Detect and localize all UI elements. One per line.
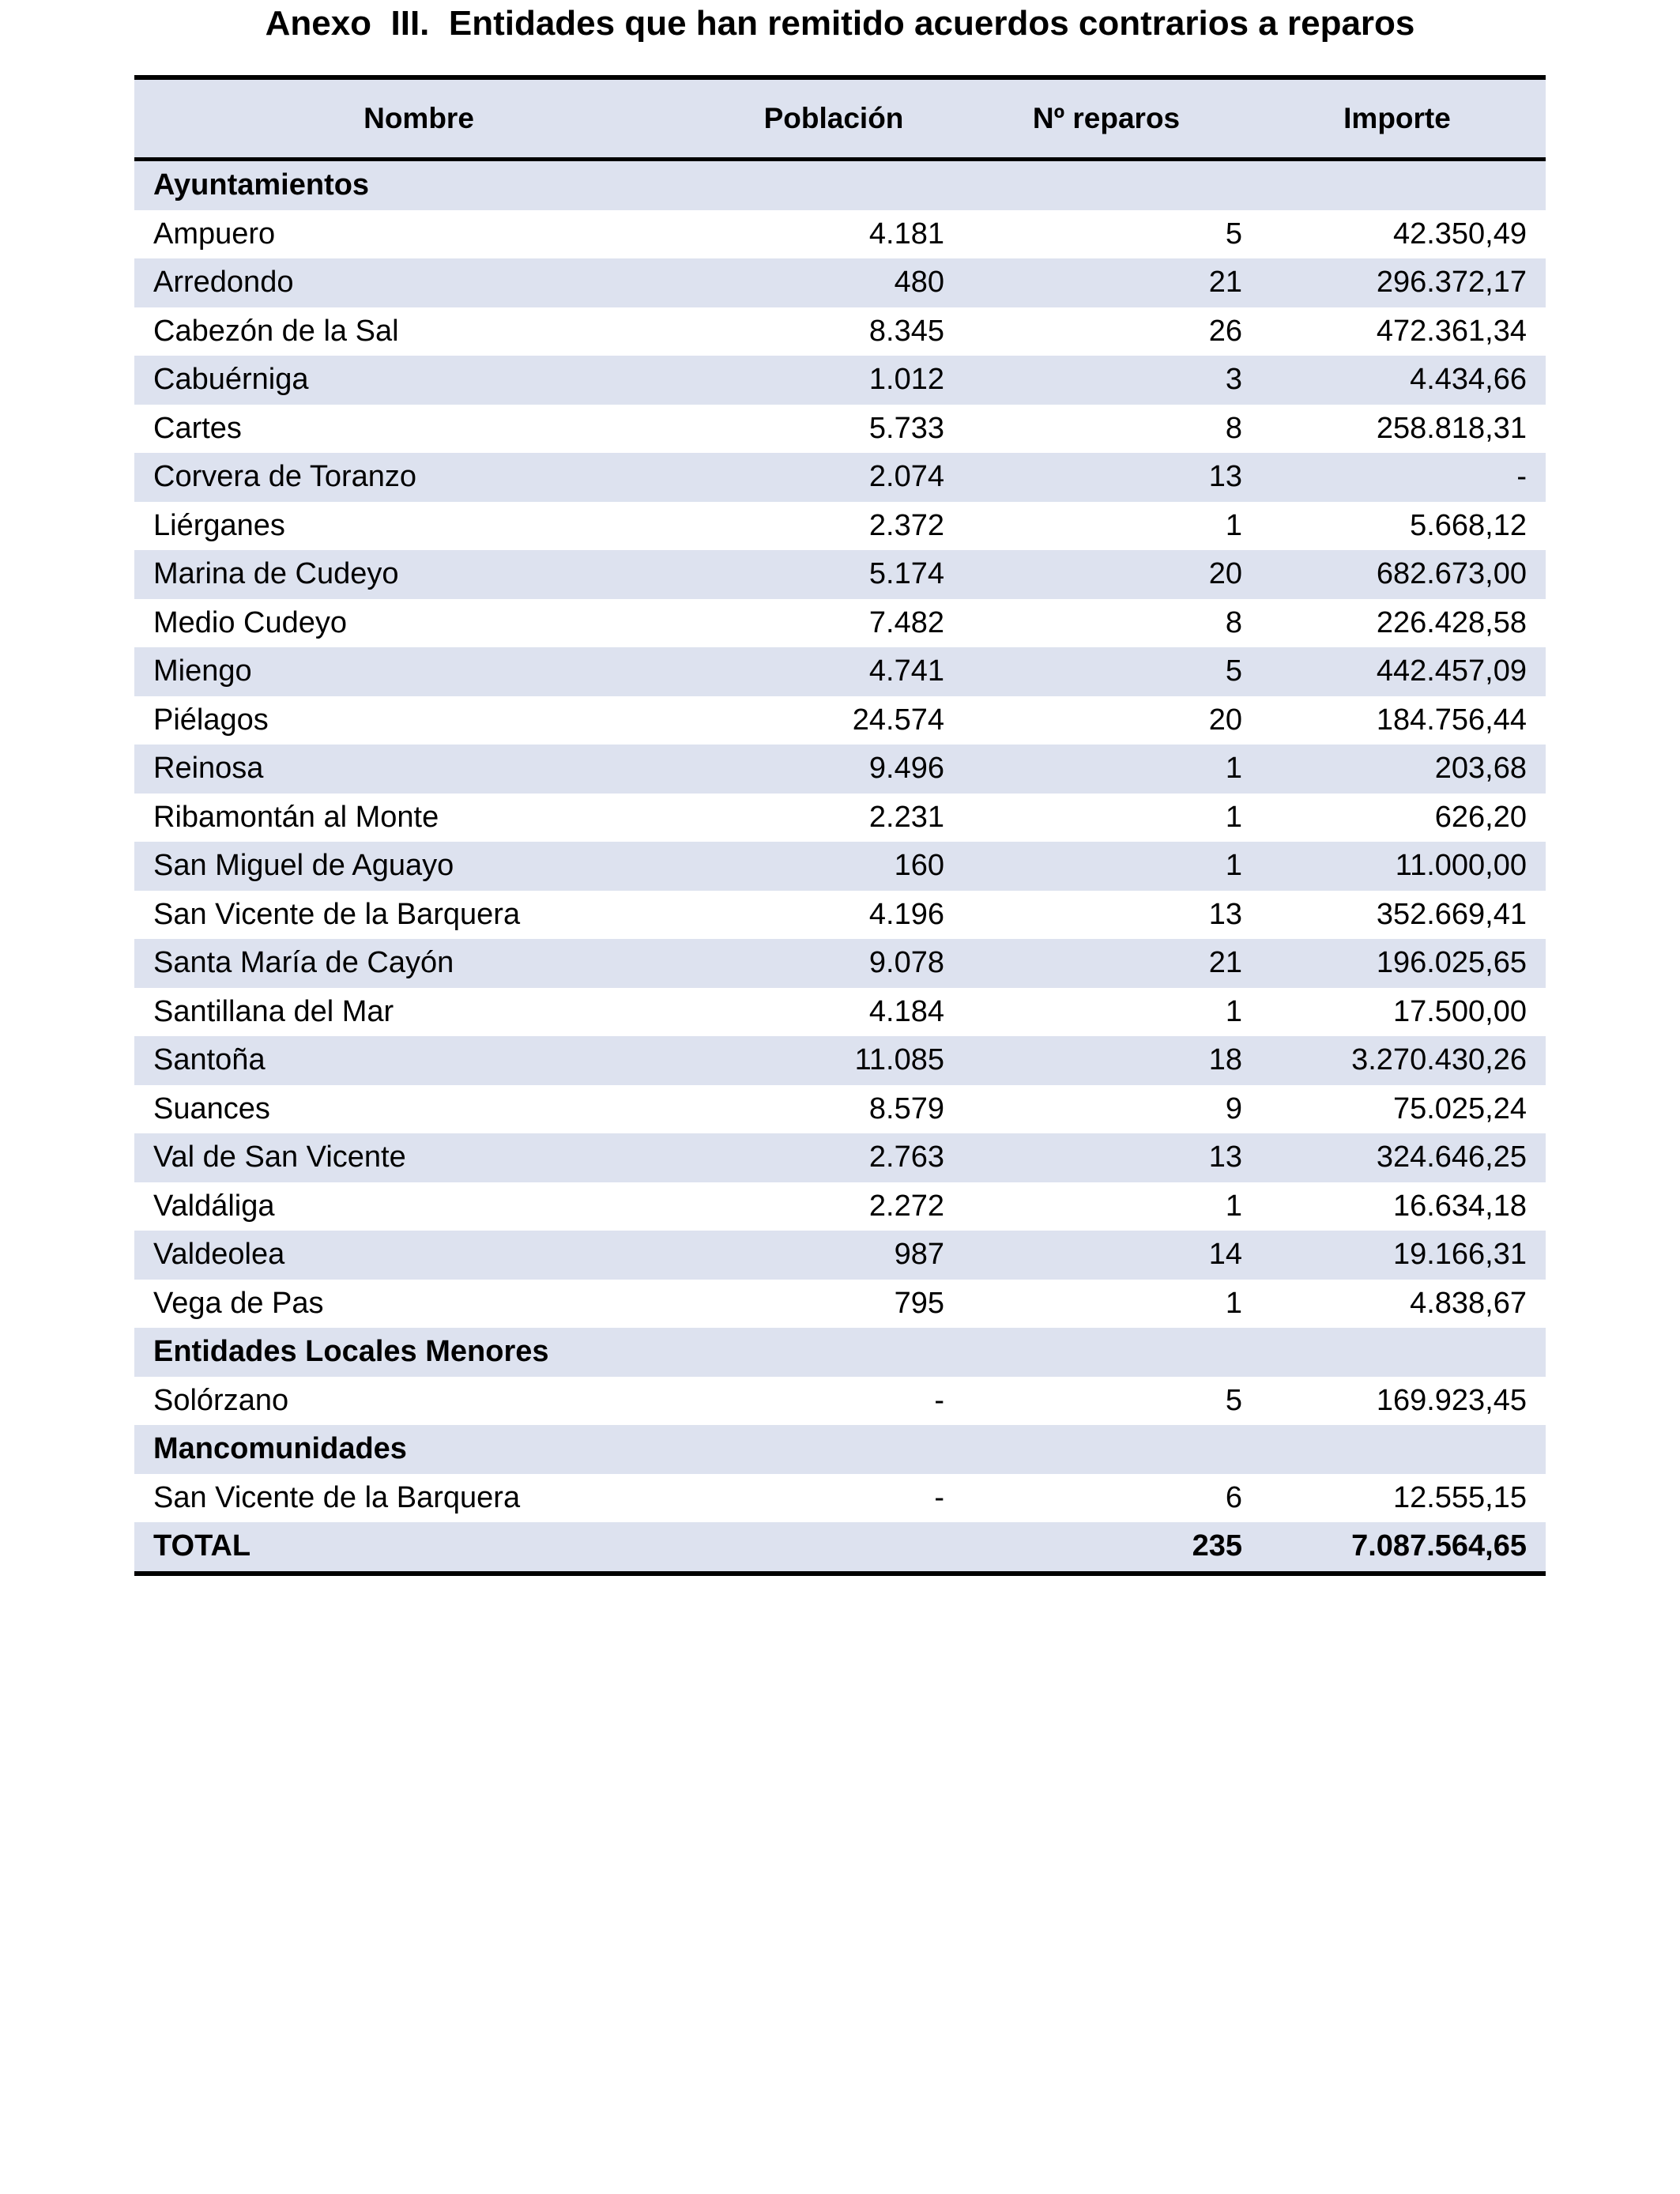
cell-nombre: Piélagos [153, 703, 269, 737]
cell-importe: 226.428,58 [1376, 605, 1527, 639]
cell-reparos: 21 [1208, 946, 1242, 980]
cell-nombre: Santoña [153, 1043, 266, 1077]
cell-importe: 42.350,49 [1392, 217, 1527, 251]
table-row [134, 1474, 1546, 1523]
cell-poblacion: 4.181 [868, 217, 944, 251]
table-row [134, 745, 1546, 794]
cell-reparos: 1 [1225, 1189, 1242, 1223]
cell-importe: 324.646,25 [1376, 1140, 1527, 1174]
cell-reparos: 9 [1225, 1091, 1242, 1125]
cell-reparos: 6 [1225, 1480, 1242, 1514]
cell-nombre: Ayuntamientos [153, 168, 370, 202]
cell-importe: 203,68 [1434, 752, 1527, 786]
cell-nombre: Cartes [153, 411, 242, 445]
cell-poblacion: 160 [894, 849, 944, 883]
cell-importe: 184.756,44 [1376, 703, 1527, 737]
cell-reparos: 1 [1225, 1286, 1242, 1320]
cell-nombre: San Miguel de Aguayo [153, 849, 454, 883]
cell-poblacion: 4.196 [868, 897, 944, 931]
cell-importe: 442.457,09 [1376, 654, 1527, 688]
cell-importe: 626,20 [1434, 800, 1527, 834]
table-row [134, 1182, 1546, 1231]
cell-nombre: San Vicente de la Barquera [153, 1480, 521, 1514]
table-row [134, 1377, 1546, 1426]
cell-reparos: 8 [1225, 411, 1242, 445]
total-row [134, 1522, 1546, 1571]
cell-nombre: Medio Cudeyo [153, 605, 348, 639]
cell-poblacion: 480 [894, 266, 944, 300]
cell-nombre: Ribamontán al Monte [153, 800, 439, 834]
cell-reparos: 13 [1208, 460, 1242, 494]
cell-poblacion: 2.272 [868, 1189, 944, 1223]
cell-nombre: Entidades Locales Menores [153, 1335, 549, 1369]
section-row [134, 1425, 1546, 1474]
cell-nombre: Valdeolea [153, 1238, 285, 1272]
cell-importe: 352.669,41 [1376, 897, 1527, 931]
cell-reparos: 13 [1208, 1140, 1242, 1174]
cell-nombre: Valdáliga [153, 1189, 275, 1223]
table-row [134, 258, 1546, 307]
cell-nombre: Santillana del Mar [153, 994, 394, 1028]
cell-poblacion: 7.482 [868, 605, 944, 639]
cell-reparos: 20 [1208, 703, 1242, 737]
cell-importe: 3.270.430,26 [1351, 1043, 1527, 1077]
cell-importe: 472.361,34 [1376, 314, 1527, 348]
header-poblacion: Población [763, 102, 904, 134]
cell-poblacion: 8.345 [868, 314, 944, 348]
reparos-table [134, 75, 1546, 1576]
cell-poblacion: 9.496 [868, 752, 944, 786]
cell-importe: 11.000,00 [1395, 849, 1527, 883]
cell-poblacion: - [934, 1383, 944, 1417]
cell-reparos: 5 [1225, 654, 1242, 688]
cell-poblacion: 9.078 [868, 946, 944, 980]
cell-reparos: 26 [1208, 314, 1242, 348]
cell-poblacion: 2.372 [868, 508, 944, 542]
cell-reparos: 1 [1225, 849, 1242, 883]
table-row [134, 842, 1546, 891]
cell-reparos: 1 [1225, 752, 1242, 786]
cell-poblacion: 24.574 [852, 703, 944, 737]
table-row [134, 794, 1546, 843]
page-title: Anexo III. Entidades que han remitido acuerdos contrarios a reparos [265, 4, 1415, 43]
cell-importe: 19.166,31 [1392, 1238, 1527, 1272]
cell-importe: 75.025,24 [1392, 1091, 1527, 1125]
cell-nombre: Marina de Cudeyo [153, 557, 399, 591]
cell-reparos: 3 [1225, 363, 1242, 397]
cell-importe: 7.087.564,65 [1351, 1529, 1527, 1563]
table-row [134, 599, 1546, 648]
table-row [134, 453, 1546, 502]
cell-reparos: 21 [1208, 266, 1242, 300]
cell-reparos: 1 [1225, 800, 1242, 834]
cell-poblacion: 1.012 [868, 363, 944, 397]
table-row [134, 550, 1546, 599]
cell-poblacion: 987 [894, 1238, 944, 1272]
cell-poblacion: 5.733 [868, 411, 944, 445]
cell-importe: - [1516, 460, 1527, 494]
table-row [134, 891, 1546, 940]
table-row [134, 988, 1546, 1037]
table-body [134, 161, 1546, 1571]
cell-poblacion: 2.231 [868, 800, 944, 834]
cell-nombre: Cabezón de la Sal [153, 314, 399, 348]
cell-reparos: 1 [1225, 994, 1242, 1028]
cell-nombre: Corvera de Toranzo [153, 460, 417, 494]
cell-importe: 4.838,67 [1410, 1286, 1527, 1320]
cell-nombre: Miengo [153, 654, 252, 688]
table-header [134, 80, 1546, 161]
cell-importe: 16.634,18 [1392, 1189, 1527, 1223]
cell-importe: 12.555,15 [1392, 1480, 1527, 1514]
cell-poblacion: 795 [894, 1286, 944, 1320]
cell-importe: 258.818,31 [1376, 411, 1527, 445]
header-importe: Importe [1343, 102, 1451, 134]
cell-nombre: Reinosa [153, 752, 264, 786]
cell-nombre: Cabuérniga [153, 363, 309, 397]
cell-reparos: 235 [1192, 1529, 1242, 1563]
cell-reparos: 13 [1208, 897, 1242, 931]
cell-nombre: San Vicente de la Barquera [153, 897, 521, 931]
cell-poblacion: 8.579 [868, 1091, 944, 1125]
cell-nombre: Solórzano [153, 1383, 289, 1417]
table-row [134, 210, 1546, 259]
cell-poblacion: 4.741 [868, 654, 944, 688]
cell-reparos: 1 [1225, 508, 1242, 542]
cell-poblacion: 5.174 [868, 557, 944, 591]
cell-reparos: 5 [1225, 217, 1242, 251]
table-row [134, 356, 1546, 405]
cell-importe: 5.668,12 [1410, 508, 1527, 542]
table-row [134, 939, 1546, 988]
table-row [134, 405, 1546, 454]
cell-reparos: 5 [1225, 1383, 1242, 1417]
cell-importe: 682.673,00 [1376, 557, 1527, 591]
table-row [134, 1036, 1546, 1085]
cell-poblacion: 2.074 [868, 460, 944, 494]
table-row [134, 1085, 1546, 1134]
cell-importe: 296.372,17 [1376, 266, 1527, 300]
cell-poblacion: 11.085 [854, 1043, 944, 1077]
cell-reparos: 14 [1208, 1238, 1242, 1272]
cell-nombre: Vega de Pas [153, 1286, 324, 1320]
cell-importe: 196.025,65 [1376, 946, 1527, 980]
cell-nombre: Arredondo [153, 266, 294, 300]
section-row [134, 161, 1546, 210]
cell-poblacion: - [934, 1480, 944, 1514]
table-row [134, 1280, 1546, 1329]
cell-nombre: TOTAL [153, 1529, 251, 1563]
cell-nombre: Suances [153, 1091, 270, 1125]
cell-poblacion: 4.184 [868, 994, 944, 1028]
cell-nombre: Val de San Vicente [153, 1140, 406, 1174]
cell-importe: 4.434,66 [1410, 363, 1527, 397]
cell-nombre: Santa María de Cayón [153, 946, 454, 980]
header-nombre: Nombre [363, 102, 474, 134]
cell-reparos: 8 [1225, 605, 1242, 639]
table-row [134, 307, 1546, 356]
table-row [134, 1231, 1546, 1280]
table-row [134, 696, 1546, 745]
table-row [134, 647, 1546, 696]
cell-importe: 17.500,00 [1392, 994, 1527, 1028]
cell-nombre: Mancomunidades [153, 1432, 407, 1466]
cell-importe: 169.923,45 [1376, 1383, 1527, 1417]
cell-reparos: 20 [1208, 557, 1242, 591]
cell-poblacion: 2.763 [868, 1140, 944, 1174]
cell-nombre: Liérganes [153, 508, 285, 542]
cell-reparos: 18 [1208, 1043, 1242, 1077]
section-row [134, 1328, 1546, 1377]
header-reparos: Nº reparos [1032, 102, 1181, 134]
table-row [134, 502, 1546, 551]
cell-nombre: Ampuero [153, 217, 276, 251]
table-row [134, 1133, 1546, 1182]
